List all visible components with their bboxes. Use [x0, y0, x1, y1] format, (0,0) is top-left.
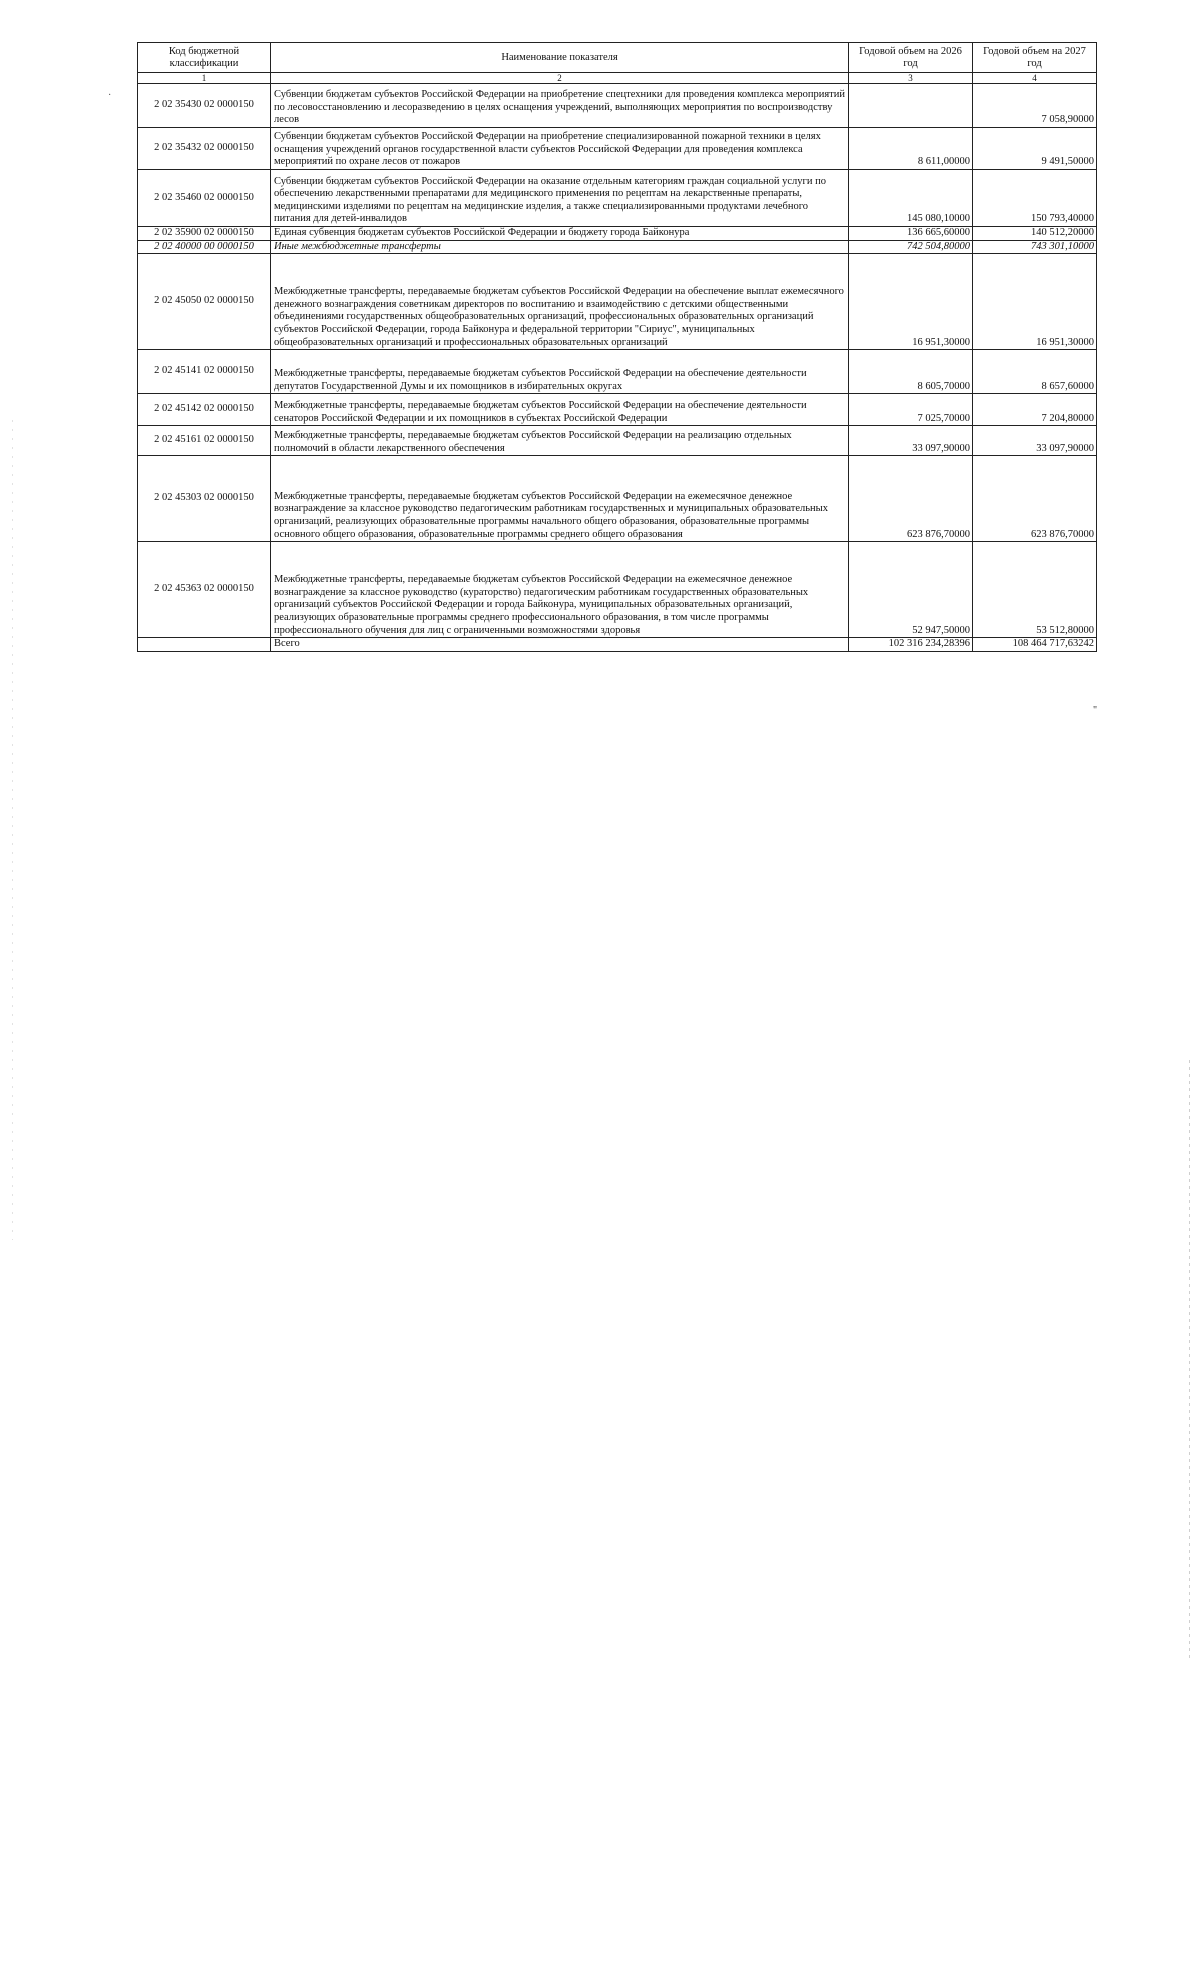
table-header-row — [138, 43, 1097, 73]
row-value-2027: 7 058,90000 — [973, 84, 1097, 128]
row-name: Межбюджетные трансферты, передаваемые бюджетам субъектов Российской Федерации на обеспечение деятельности сенаторов Российской Федерации и их помощников в субъектах Российской Федерации — [271, 394, 849, 426]
row-value-2027: 8 657,60000 — [973, 350, 1097, 394]
table-row — [138, 128, 1097, 170]
row-value-2026: 33 097,90000 — [849, 426, 973, 456]
row-value-2027: 140 512,20000 — [973, 227, 1097, 241]
row-name: Субвенции бюджетам субъектов Российской Федерации на приобретение специализированной пожарной техники в целях оснащения учреждений органов государственной власти субъектов Российской Федерации для проведения комплекса мероприятий по охране лесов от пожаров — [271, 128, 849, 170]
row-value-2027: 53 512,80000 — [973, 542, 1097, 638]
table-row — [138, 542, 1097, 638]
table-row — [138, 227, 1097, 241]
row-code: 2 02 45303 02 0000150 — [138, 456, 271, 542]
row-code: 2 02 45050 02 0000150 — [138, 254, 271, 350]
row-name: Межбюджетные трансферты, передаваемые бюджетам субъектов Российской Федерации на обеспечение выплат ежемесячного денежного вознаграждения советникам директоров по воспитанию и взаимодействию с детскими общественными объединениями государственных общеобразовательных организаций, профессиональных образовательных организаций субъектов Российской Федерации, города Байконура и федеральной территории "Сириус", муниципальных общеобразовательных организаций и профессиональных образовательных организаций — [271, 254, 849, 350]
row-value-2027: 9 491,50000 — [973, 128, 1097, 170]
row-code: 2 02 35900 02 0000150 — [138, 227, 271, 241]
closing-quote-mark: " — [1093, 705, 1098, 716]
row-code: 2 02 35430 02 0000150 — [138, 84, 271, 128]
row-value-2026: 742 504,80000 — [849, 240, 973, 254]
column-number-row — [138, 73, 1097, 84]
table-row — [138, 254, 1097, 350]
row-name: Межбюджетные трансферты, передаваемые бюджетам субъектов Российской Федерации на ежемесячное денежное вознаграждение за классное руководство педагогическим работникам государственных и муниципальных образовательных организаций, реализующих образовательные программы начального общего образования, образовательные программы основного общего образования, образовательные программы среднего общего образования — [271, 456, 849, 542]
row-code: 2 02 45161 02 0000150 — [138, 426, 271, 456]
row-value-2026 — [849, 84, 973, 128]
column-number: 1 — [138, 73, 271, 84]
row-value-2027: 150 793,40000 — [973, 170, 1097, 227]
column-number: 2 — [271, 73, 849, 84]
table-row-total — [138, 638, 1097, 652]
row-code: 2 02 45363 02 0000150 — [138, 542, 271, 638]
total-value-2027: 108 464 717,63242 — [973, 638, 1097, 652]
table-row — [138, 456, 1097, 542]
row-value-2026: 8 605,70000 — [849, 350, 973, 394]
header-2027: Годовой объем на 2027 год — [973, 43, 1097, 73]
row-value-2026: 52 947,50000 — [849, 542, 973, 638]
table-row — [138, 170, 1097, 227]
row-value-2026: 8 611,00000 — [849, 128, 973, 170]
row-value-2026: 623 876,70000 — [849, 456, 973, 542]
table-row — [138, 84, 1097, 128]
row-code: 2 02 45141 02 0000150 — [138, 350, 271, 394]
stray-mark: · — [108, 90, 112, 101]
table-row — [138, 350, 1097, 394]
budget-table — [137, 42, 1097, 652]
row-name: Субвенции бюджетам субъектов Российской Федерации на приобретение спецтехники для проведения комплекса мероприятий по лесовосстановлению и лесоразведению в целях оснащения учреждений, выполняющих мероприятия по воспроизводству лесов — [271, 84, 849, 128]
header-name: Наименование показателя — [271, 43, 849, 73]
table-row — [138, 426, 1097, 456]
row-name: Иные межбюджетные трансферты — [271, 240, 849, 254]
row-code: 2 02 35460 02 0000150 — [138, 170, 271, 227]
table-row — [138, 394, 1097, 426]
table-row-subtotal — [138, 240, 1097, 254]
row-code-empty — [138, 638, 271, 652]
row-code: 2 02 45142 02 0000150 — [138, 394, 271, 426]
row-value-2026: 16 951,30000 — [849, 254, 973, 350]
row-name: Межбюджетные трансферты, передаваемые бюджетам субъектов Российской Федерации на ежемесячное денежное вознаграждение за классное руководство (кураторство) педагогическим работникам государственных образовательных организаций субъектов Российской Федерации и города Байконура, муниципальных образовательных организаций, реализующих образовательные программы среднего профессионального образования, в том числе программы профессионального обучения для лиц с ограниченными возможностями здоровья — [271, 542, 849, 638]
row-name: Единая субвенция бюджетам субъектов Российской Федерации и бюджету города Байконура — [271, 227, 849, 241]
scan-edge-line — [1189, 1060, 1190, 1660]
row-value-2027: 33 097,90000 — [973, 426, 1097, 456]
row-code: 2 02 40000 00 0000150 — [138, 240, 271, 254]
row-name: Межбюджетные трансферты, передаваемые бюджетам субъектов Российской Федерации на обеспечение деятельности депутатов Государственной Думы и их помощников в избирательных округах — [271, 350, 849, 394]
column-number: 4 — [973, 73, 1097, 84]
row-name: Субвенции бюджетам субъектов Российской Федерации на оказание отдельным категориям граждан социальной услуги по обеспечению лекарственными препаратами для медицинского применения по рецептам на лекарственные препараты, медицинскими изделиями по рецептам на медицинские изделия, а также специализированными продуктами лечебного питания для детей-инвалидов — [271, 170, 849, 227]
row-name: Межбюджетные трансферты, передаваемые бюджетам субъектов Российской Федерации на реализацию отдельных полномочий в области лекарственного обеспечения — [271, 426, 849, 456]
row-value-2027: 16 951,30000 — [973, 254, 1097, 350]
row-value-2026: 7 025,70000 — [849, 394, 973, 426]
header-code: Код бюджетной классификации — [138, 43, 271, 73]
column-number: 3 — [849, 73, 973, 84]
row-value-2027: 7 204,80000 — [973, 394, 1097, 426]
row-code: 2 02 35432 02 0000150 — [138, 128, 271, 170]
scan-edge-line-left — [12, 420, 13, 1240]
row-value-2026: 145 080,10000 — [849, 170, 973, 227]
row-value-2027: 743 301,10000 — [973, 240, 1097, 254]
total-value-2026: 102 316 234,28396 — [849, 638, 973, 652]
row-value-2026: 136 665,60000 — [849, 227, 973, 241]
total-label: Всего — [271, 638, 849, 652]
header-2026: Годовой объем на 2026 год — [849, 43, 973, 73]
row-value-2027: 623 876,70000 — [973, 456, 1097, 542]
